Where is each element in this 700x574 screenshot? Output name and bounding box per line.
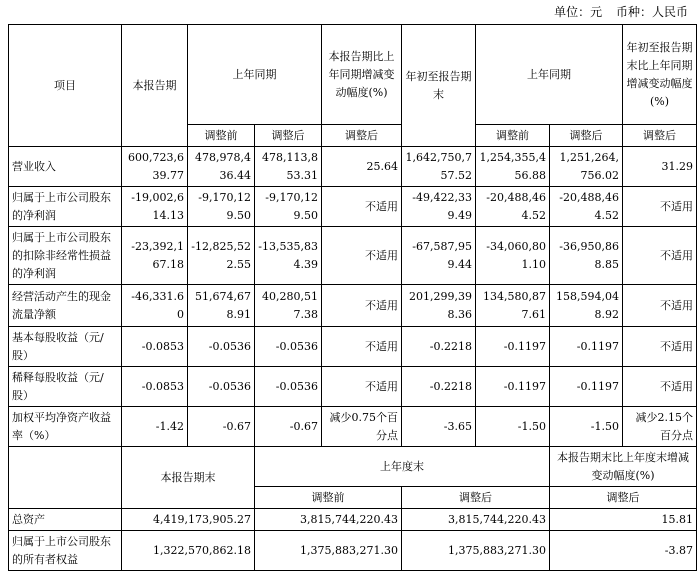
table-row (9, 327, 697, 367)
balance-col-current: 本报告期末 (122, 447, 255, 509)
row-after: -0.0536 (255, 327, 322, 367)
unit-line (0, 0, 700, 24)
row-current: -1.42 (122, 407, 188, 447)
row-current: -46,331.60 (122, 285, 188, 327)
col-header-item: 项目 (9, 25, 122, 147)
col-header-ytd-change: 年初至报告期末比上年同期增减变动幅度(%) (623, 25, 697, 125)
balance-change: 15.81 (550, 509, 697, 531)
row-item: 基本每股收益（元/股） (9, 327, 122, 367)
row-item: 经营活动产生的现金流量净额 (9, 285, 122, 327)
row-after: 478,113,853.31 (255, 147, 322, 187)
row-before2: -0.1197 (476, 367, 550, 407)
table-row (9, 227, 697, 285)
row-before: -0.0536 (188, 367, 255, 407)
financial-table (8, 24, 697, 447)
row-ytd: 1,642,750,757.52 (402, 147, 476, 187)
row-change: 不适用 (322, 367, 402, 407)
row-item: 加权平均净资产收益率（%） (9, 407, 122, 447)
row-current: -19,002,614.13 (122, 187, 188, 227)
row-after2: -36,950,868.85 (550, 227, 623, 285)
col-header-prior: 上年同期 (188, 25, 322, 125)
row-ytd-change: 不适用 (623, 187, 697, 227)
balance-current: 4,419,173,905.27 (122, 509, 255, 531)
row-before2: 134,580,877.61 (476, 285, 550, 327)
row-before: -0.67 (188, 407, 255, 447)
row-current: -0.0853 (122, 327, 188, 367)
col-header-prior2: 上年同期 (476, 25, 623, 125)
row-before2: -0.1197 (476, 327, 550, 367)
row-before: 478,978,436.44 (188, 147, 255, 187)
row-after: 40,280,517.38 (255, 285, 322, 327)
table-row (9, 187, 697, 227)
balance-sub-after-change: 调整后 (550, 487, 697, 509)
balance-col-change: 本报告期末比上年度末增减变动幅度(%) (550, 447, 697, 487)
col-header-current: 本报告期 (122, 25, 188, 147)
row-before: -9,170,129.50 (188, 187, 255, 227)
table-row (9, 367, 697, 407)
balance-change: -3.87 (550, 531, 697, 571)
row-change: 减少0.75个百分点 (322, 407, 402, 447)
row-after: -0.0536 (255, 367, 322, 407)
balance-after: 3,815,744,220.43 (402, 509, 550, 531)
balance-before: 1,375,883,271.30 (255, 531, 402, 571)
row-ytd-change: 不适用 (623, 285, 697, 327)
row-item: 归属于上市公司股东的净利润 (9, 187, 122, 227)
table-row (9, 407, 697, 447)
row-ytd-change: 31.29 (623, 147, 697, 187)
balance-sub-before: 调整前 (255, 487, 402, 509)
row-ytd-change: 减少2.15个百分点 (623, 407, 697, 447)
balance-item: 归属于上市公司股东的所有者权益 (9, 531, 122, 571)
col-header-change: 本报告期比上年同期增减变动幅度(%) (322, 25, 402, 125)
row-after: -13,535,834.39 (255, 227, 322, 285)
row-current: -23,392,167.18 (122, 227, 188, 285)
row-change: 不适用 (322, 227, 402, 285)
subheader-after-change: 调整后 (322, 125, 402, 147)
subheader-after2: 调整后 (550, 125, 623, 147)
row-item: 稀释每股收益（元/股） (9, 367, 122, 407)
row-before: -0.0536 (188, 327, 255, 367)
balance-after: 1,375,883,271.30 (402, 531, 550, 571)
row-before: 51,674,678.91 (188, 285, 255, 327)
row-ytd-change: 不适用 (623, 367, 697, 407)
balance-corner (9, 447, 122, 509)
row-after2: -0.1197 (550, 367, 623, 407)
row-ytd: -67,587,959.44 (402, 227, 476, 285)
row-after2: 1,251,264,756.02 (550, 147, 623, 187)
row-change: 不适用 (322, 327, 402, 367)
balance-row (9, 509, 697, 531)
row-current: -0.0853 (122, 367, 188, 407)
subheader-before2: 调整前 (476, 125, 550, 147)
row-after2: -1.50 (550, 407, 623, 447)
row-before2: -20,488,464.52 (476, 187, 550, 227)
header-row (9, 25, 697, 125)
subheader-after: 调整后 (255, 125, 322, 147)
col-header-ytd: 年初至报告期末 (402, 25, 476, 147)
row-after2: -0.1197 (550, 327, 623, 367)
row-ytd: -0.2218 (402, 367, 476, 407)
row-ytd: -0.2218 (402, 327, 476, 367)
table-row (9, 285, 697, 327)
row-ytd: 201,299,398.36 (402, 285, 476, 327)
row-change: 25.64 (322, 147, 402, 187)
balance-header-row (9, 447, 697, 487)
table-row (9, 147, 697, 187)
row-before2: -1.50 (476, 407, 550, 447)
row-ytd-change: 不适用 (623, 227, 697, 285)
row-change: 不适用 (322, 187, 402, 227)
balance-before: 3,815,744,220.43 (255, 509, 402, 531)
row-current: 600,723,639.77 (122, 147, 188, 187)
balance-row (9, 531, 697, 571)
currency-label: 币种：人民币 (615, 5, 688, 19)
row-item: 营业收入 (9, 147, 122, 187)
row-after: -9,170,129.50 (255, 187, 322, 227)
row-after: -0.67 (255, 407, 322, 447)
unit-label: 单位：元 (554, 5, 603, 19)
subheader-before: 调整前 (188, 125, 255, 147)
row-ytd-change: 不适用 (623, 327, 697, 367)
row-ytd: -3.65 (402, 407, 476, 447)
balance-col-last-year: 上年度末 (255, 447, 550, 487)
row-after2: -20,488,464.52 (550, 187, 623, 227)
row-after2: 158,594,048.92 (550, 285, 623, 327)
row-item: 归属于上市公司股东的扣除非经常性损益的净利润 (9, 227, 122, 285)
row-before2: -34,060,801.10 (476, 227, 550, 285)
subheader-after-ytd: 调整后 (623, 125, 697, 147)
balance-item: 总资产 (9, 509, 122, 531)
row-before2: 1,254,355,456.88 (476, 147, 550, 187)
balance-sub-after: 调整后 (402, 487, 550, 509)
balance-table (8, 446, 697, 571)
row-before: -12,825,522.55 (188, 227, 255, 285)
row-ytd: -49,422,339.49 (402, 187, 476, 227)
row-change: 不适用 (322, 285, 402, 327)
balance-current: 1,322,570,862.18 (122, 531, 255, 571)
